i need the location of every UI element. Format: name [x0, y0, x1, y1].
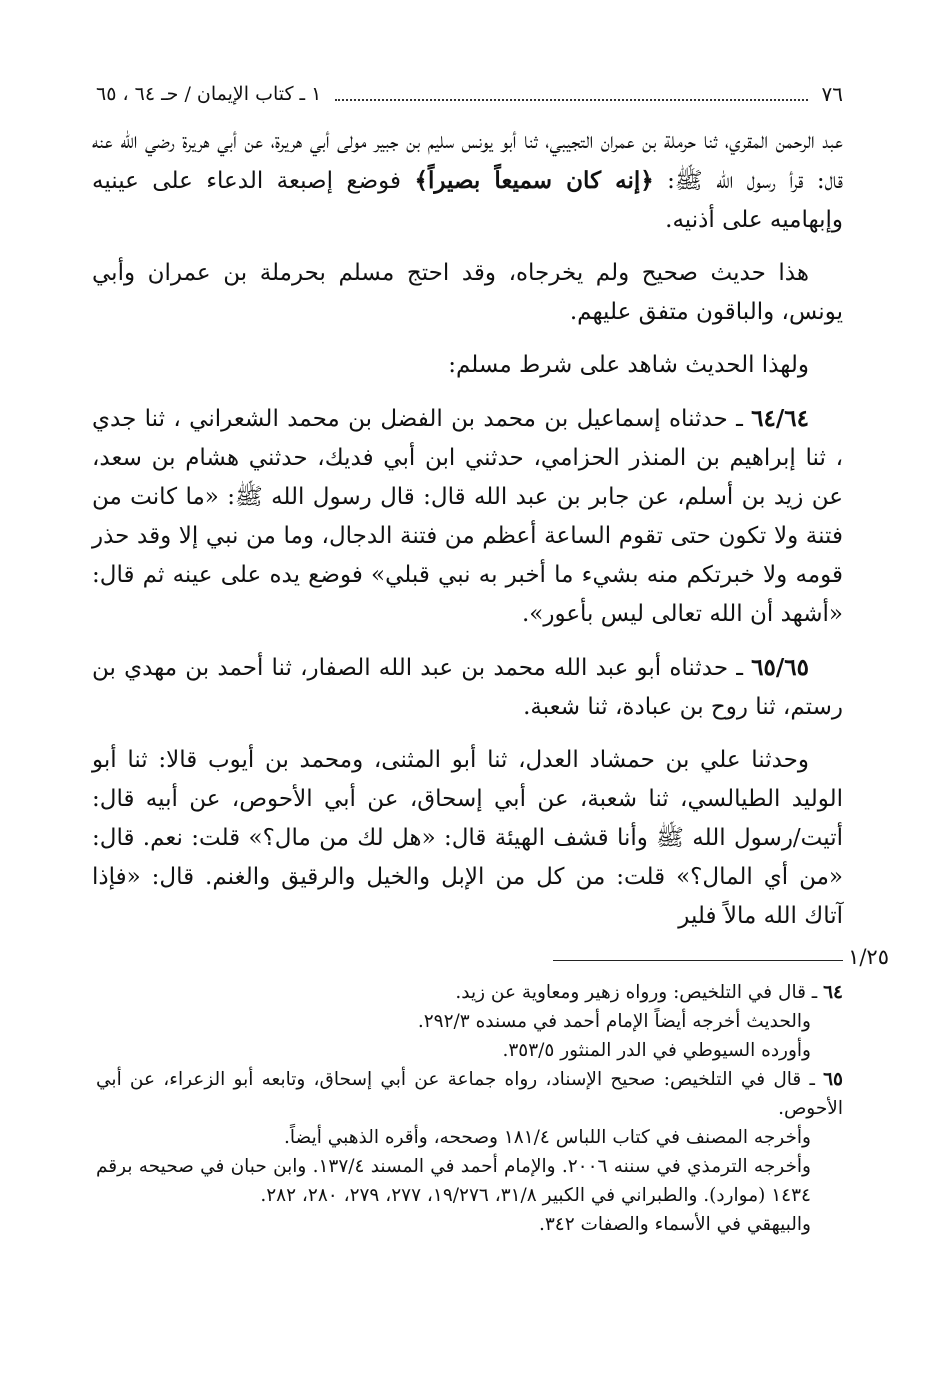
paragraph-6	[92, 741, 889, 969]
hadith-64-number: ٦٤/٦٤	[751, 405, 809, 432]
chapter-title: ١ ـ كتاب الإيمان / حـ ٦٤ ، ٦٥	[96, 83, 322, 105]
quran-quote: ﴿إنه كان سميعاً بصيراً﴾	[414, 167, 654, 194]
main-text	[92, 122, 889, 969]
hadith-65-text: ـ حدثناه أبو عبد الله محمد بن عبد الله الصفار، ثنا أحمد بن مهدي بن رستم، ثنا روح بن عبادة، ثنا شعبة.	[92, 655, 843, 720]
footnote-65-line-3: وأخرجه الترمذي في سننه ٢٠٠٦. والإمام أحمد في المسند ١٣٧/٤. وابن حبان في صحيحه برقم ١٤٣٤ (موارد). والطبراني في الكبير ٣١/٨، ١٩/٢٧٦، ٢٧٧، ٢٧٩، ٢٨٠، ٢٨٢.	[96, 1156, 811, 1206]
paragraph-2: هذا حديث صحيح ولم يخرجاه، وقد احتج مسلم بحرملة بن عمران وأبي يونس، والباقون متفق عليهم.	[92, 260, 843, 325]
paragraph-6-text: وحدثنا علي بن حمشاد العدل، ثنا أبو المثنى، ومحمد بن أيوب قالا: ثنا أبو الوليد الطيالسي، ثنا شعبة، عن أبي إسحاق، عن أبي الأحوص، عن أبيه قال: أتيت/رسول الله ﷺ وأنا قشف الهيئة قال: «هل لك من مال؟» قلت: نعم. قال: «من أي المال؟» قلت: من كل من الإبل والخيل والرقيق والغنم. قال: «فإذا آتاك الله مالاً فلير	[92, 747, 843, 929]
footnote-65-line-4: والبيهقي في الأسماء والصفات ٣٤٢.	[538, 1214, 811, 1235]
footnotes	[96, 978, 843, 1239]
hadith-64	[92, 399, 843, 634]
footnote-65-line-1: ـ قال في التلخيص: صحيح الإسناد، رواه جماعة عن أبي إسحاق، وتابعه أبو الزعراء، عن أبي الأحوص.	[96, 1069, 843, 1119]
paragraph-1-text: عبد الرحمن المقري، ثنا حرملة بن عمران التجيبي، ثنا أبو يونس سليم بن جبير مولى أبي هريرة، عن أبي هريرة رضي الله عنه قال: قرأ رسول الله ﷺ:	[92, 128, 843, 194]
footnote-64-line-2: والحديث أخرجه أيضاً الإمام أحمد في مسنده ٢٩٢/٣.	[417, 1011, 811, 1032]
paragraph-1	[92, 122, 843, 240]
footnote-65-number: ٦٥	[823, 1069, 843, 1090]
footnote-64-line-3: وأورده السيوطي في الدر المنثور ٣٥٣/٥.	[502, 1040, 811, 1061]
page-number: ٧٦	[821, 82, 843, 106]
paragraph-3: ولهذا الحديث شاهد على شرط مسلم:	[448, 352, 809, 378]
footnote-divider	[553, 960, 843, 961]
margin-reference: ١/٢٥	[848, 945, 889, 969]
running-header	[96, 76, 843, 112]
footnote-64-line-1: ـ قال في التلخيص: ورواه زهير ومعاوية عن زيد.	[455, 982, 824, 1003]
footnote-65-line-2: وأخرجه المصنف في كتاب اللباس ١٨١/٤ وصححه، وأقره الذهبي أيضاً.	[284, 1127, 811, 1148]
footnote-64	[96, 978, 843, 1007]
header-dot-leader	[335, 87, 807, 101]
hadith-65	[92, 648, 843, 727]
footnote-65	[96, 1065, 843, 1123]
paragraph-1-tail: فوضع إصبعة الدعاء على عينيه وإبهاميه على أذنيه.	[92, 168, 843, 233]
footnote-64-number: ٦٤	[823, 982, 843, 1003]
hadith-65-number: ٦٥/٦٥	[751, 654, 809, 681]
hadith-64-text: ـ حدثناه إسماعيل بن محمد بن الفضل بن محمد الشعراني ، ثنا جدي ، ثنا إبراهيم بن المنذر الحزامي، حدثني ابن أبي فديك، حدثني هشام بن سعد، عن زيد بن أسلم، عن جابر بن عبد الله قال: قال رسول الله ﷺ: «ما كانت من فتنة ولا تكون حتى تقوم الساعة أعظم من فتنة الدجال، وما من نبي إلا وقد حذر قومه ولا خبرتكم منه بشيء ما أخبر به نبي قبلي» فوضع يده على عينه ثم قال: «أشهد أن الله تعالى ليس بأعور».	[92, 406, 843, 627]
